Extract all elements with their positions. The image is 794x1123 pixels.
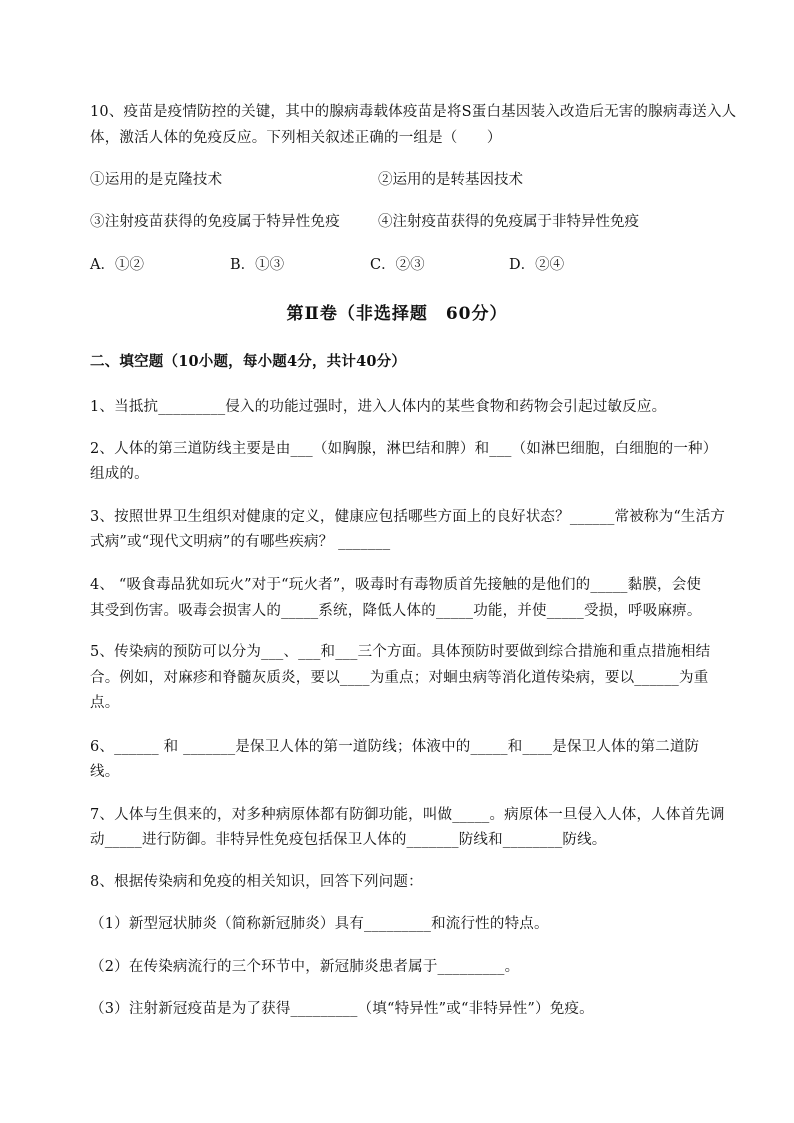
q10-option-b: B．①③ (230, 257, 285, 273)
fill-q4-line2: 其受到伤害。吸毒会损害人的_____系统，降低人体的_____功能，并使_____受损，呼吸麻痹。 (90, 603, 702, 619)
section-heading: 二、填空题（10小题，每小题4分，共计40分） (90, 353, 407, 370)
fill-q6-line2: 线。 (90, 764, 120, 780)
q10-statement-2: ②运用的是转基因技术 (378, 172, 523, 188)
q10-statement-3: ③注射疫苗获得的免疫属于特异性免疫 (90, 214, 340, 230)
fill-q5-line1: 5、传染病的预防可以分为___、___和___三个方面。具体预防时要做到综合措施和重点措施相结 (90, 644, 711, 660)
q10-stem-line1: 10、疫苗是疫情防控的关键，其中的腺病毒载体疫苗是将S蛋白基因装入改造后无害的腺病毒送入人 (90, 104, 737, 120)
fill-q7-line2: 动_____进行防御。非特异性免疫包括保卫人体的_______防线和________防线。 (90, 832, 607, 848)
fill-q4-line1: 4、 “吸食毒品犹如玩火”对于“玩火者”，吸毒时有毒物质首先接触的是他们的_____黏膜，会使 (90, 577, 702, 593)
q10-statement-1: ①运用的是克隆技术 (90, 172, 223, 188)
fill-q5-line3: 点。 (90, 695, 120, 711)
fill-q2-line2: 组成的。 (90, 466, 149, 482)
fill-q8-sub2: （2）在传染病流行的三个环节中，新冠肺炎患者属于_________。 (90, 959, 520, 975)
q10-option-c: C．②③ (370, 257, 425, 273)
q10-option-a: A．①② (90, 257, 144, 273)
fill-q7-line1: 7、人体与生俱来的，对多种病原体都有防御功能，叫做_____。病原体一旦侵入人体，人体首先调 (90, 807, 725, 823)
fill-q8-sub1: （1）新型冠状肺炎（简称新冠肺炎）具有_________和流行性的特点。 (90, 916, 549, 932)
fill-q8: 8、根据传染病和免疫的相关知识，回答下列问题： (90, 874, 423, 890)
fill-q8-sub3: （3）注射新冠疫苗是为了获得_________（填“特异性”或“非特异性”）免疫。 (90, 1001, 594, 1017)
fill-q5-line2: 合。例如，对麻疹和脊髓灰质炎，要以____为重点；对蛔虫病等消化道传染病，要以______为重 (90, 670, 709, 686)
fill-q3-line2: 式病”或“现代文明病”的有哪些疾病？ _______ (90, 534, 391, 550)
fill-q3-line1: 3、按照世界卫生组织对健康的定义，健康应包括哪些方面上的良好状态？______常被称为“生活方 (90, 509, 726, 525)
fill-q6-line1: 6、______ 和 _______是保卫人体的第一道防线；体液中的_____和____是保卫人体的第二道防 (90, 739, 700, 755)
q10-stem-line2: 体，激活人体的免疫反应。下列相关叙述正确的一组是（ ） (90, 130, 502, 146)
fill-q1: 1、当抵抗_________侵入的功能过强时，进入人体内的某些食物和药物会引起过敏反应。 (90, 399, 667, 415)
fill-q2-line1: 2、人体的第三道防线主要是由___（如胸腺，淋巴结和脾）和___（如淋巴细胞，白细胞的一种） (90, 441, 718, 457)
section-title: 第Ⅱ卷（非选择题 60分） (286, 304, 508, 324)
q10-statement-4: ④注射疫苗获得的免疫属于非特异性免疫 (378, 214, 639, 230)
q10-option-d: D．②④ (509, 257, 565, 273)
